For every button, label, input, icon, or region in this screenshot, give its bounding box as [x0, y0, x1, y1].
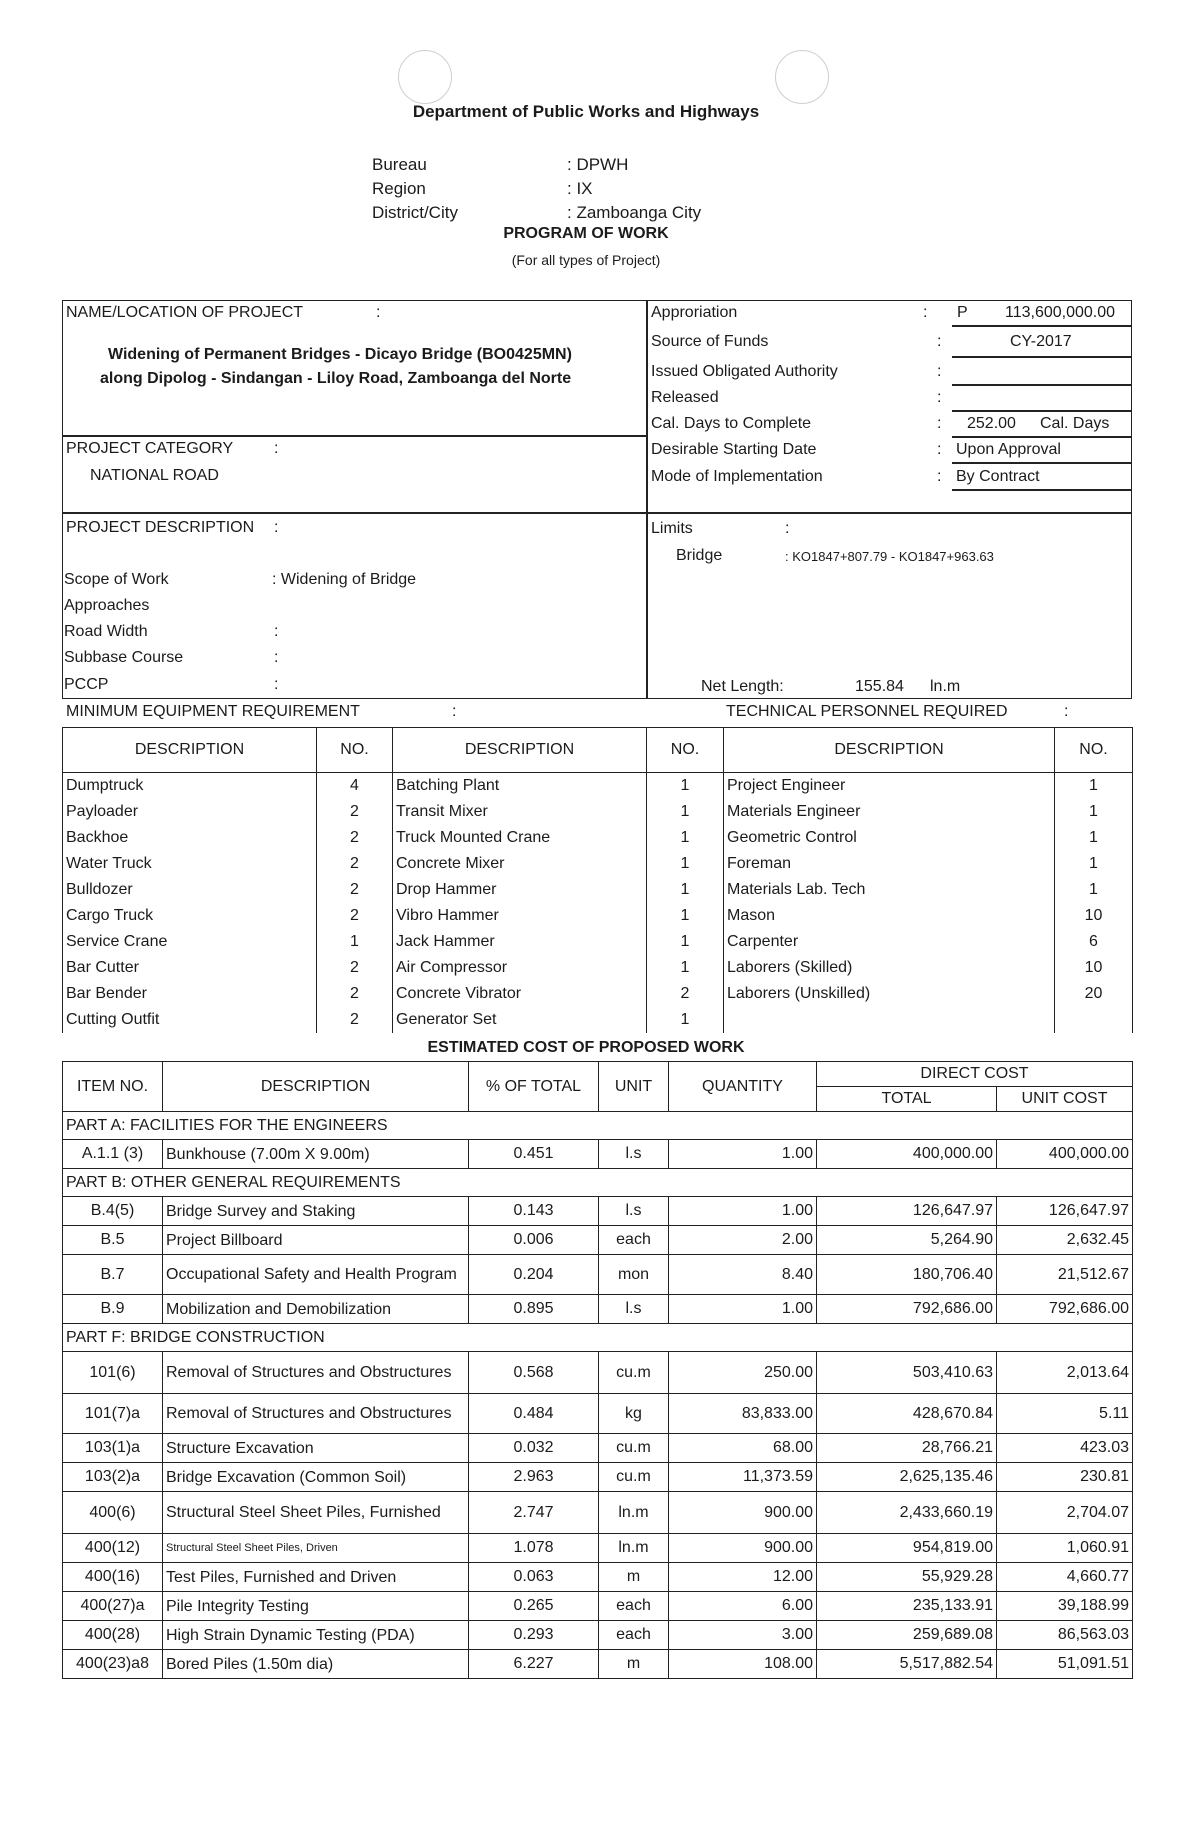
equipment-row [63, 773, 1133, 800]
cost-item-total: 5,264.90 [817, 1226, 997, 1255]
name-category-divider [62, 435, 646, 437]
released-underline [952, 410, 1132, 412]
equipment-count: 1 [647, 799, 724, 825]
equipment-description: Bar Cutter [63, 955, 317, 981]
personnel-colon: : [1064, 703, 1069, 720]
cost-item-quantity: 2.00 [669, 1226, 817, 1255]
limits-label: Limits [651, 520, 693, 537]
cost-item-unit-cost: 86,563.03 [997, 1621, 1133, 1650]
program-subtitle: (For all types of Project) [511, 252, 661, 268]
personnel-description: Geometric Control [724, 825, 1055, 851]
cost-item-total: 2,625,135.46 [817, 1463, 997, 1492]
cost-item-percent: 0.568 [469, 1352, 599, 1394]
cost-item-unit-cost: 2,013.64 [997, 1352, 1133, 1394]
category-label: PROJECT CATEGORY [66, 440, 234, 457]
cost-item-no: B.4(5) [63, 1197, 163, 1226]
cost-item-row [63, 1592, 1133, 1621]
personnel-count: 10 [1055, 955, 1133, 981]
category-value: NATIONAL ROAD [90, 467, 219, 484]
equipment-description: Cargo Truck [63, 903, 317, 929]
cost-item-quantity: 11,373.59 [669, 1463, 817, 1492]
cost-part-row [63, 1112, 1133, 1140]
cost-item-quantity: 12.00 [669, 1563, 817, 1592]
equipment-count: 1 [647, 851, 724, 877]
equipment-count: 1 [647, 929, 724, 955]
cost-item-total: 503,410.63 [817, 1352, 997, 1394]
cost-item-percent: 0.063 [469, 1563, 599, 1592]
personnel-description: Foreman [724, 851, 1055, 877]
bureau-value: : DPWH [567, 155, 629, 174]
equipment-description: Backhoe [63, 825, 317, 851]
equipment-row [63, 903, 1133, 929]
cost-item-percent: 0.293 [469, 1621, 599, 1650]
cost-item-percent: 1.078 [469, 1534, 599, 1563]
cost-item-unit-cost: 1,060.91 [997, 1534, 1133, 1563]
equipment-description: Generator Set [393, 1007, 647, 1033]
cost-item-percent: 0.006 [469, 1226, 599, 1255]
eq-col-no: NO. [647, 728, 724, 773]
appropriation-label: Approriation [651, 304, 738, 321]
cost-item-no: 400(6) [63, 1492, 163, 1534]
cost-item-percent: 0.265 [469, 1592, 599, 1621]
personnel-col-description: DESCRIPTION [724, 728, 1055, 773]
cost-item-row [63, 1563, 1133, 1592]
road-width-colon: : [274, 623, 279, 640]
cost-item-no: B.5 [63, 1226, 163, 1255]
equipment-description: Jack Hammer [393, 929, 647, 955]
appropriation-value: 113,600,000.00 [1005, 304, 1116, 321]
released-label: Released [651, 389, 719, 406]
cost-item-description: Bored Piles (1.50m dia) [163, 1650, 469, 1679]
personnel-count: 10 [1055, 903, 1133, 929]
cost-item-description: Bridge Survey and Staking [163, 1197, 469, 1226]
cost-item-total: 792,686.00 [817, 1295, 997, 1324]
cost-item-total: 28,766.21 [817, 1434, 997, 1463]
cost-item-row [63, 1352, 1133, 1394]
cost-item-unit: mon [599, 1255, 669, 1295]
equipment-description: Concrete Vibrator [393, 981, 647, 1007]
cost-item-description: Test Piles, Furnished and Driven [163, 1563, 469, 1592]
district-label: District/City [372, 203, 458, 222]
name-location-label: NAME/LOCATION OF PROJECT [66, 304, 304, 321]
equipment-description: Bar Bender [63, 981, 317, 1007]
equipment-count: 1 [647, 955, 724, 981]
cost-item-description: High Strain Dynamic Testing (PDA) [163, 1621, 469, 1650]
equipment-count: 1 [647, 903, 724, 929]
cost-item-row [63, 1140, 1133, 1169]
cost-item-total: 2,433,660.19 [817, 1492, 997, 1534]
equipment-count: 1 [317, 929, 393, 955]
personnel-count: 1 [1055, 799, 1133, 825]
cost-item-description: Mobilization and Demobilization [163, 1295, 469, 1324]
appropriation-colon: : [923, 304, 928, 321]
net-length-label: Net Length: [701, 678, 784, 695]
personnel-description: Materials Lab. Tech [724, 877, 1055, 903]
personnel-count: 1 [1055, 825, 1133, 851]
equipment-count: 1 [647, 877, 724, 903]
cost-item-unit: l.s [599, 1197, 669, 1226]
cost-col-percent: % OF TOTAL [469, 1062, 599, 1112]
personnel-col-no: NO. [1055, 728, 1133, 773]
cost-item-row [63, 1463, 1133, 1492]
equipment-count: 1 [647, 825, 724, 851]
cost-item-total: 428,670.84 [817, 1394, 997, 1434]
cost-item-quantity: 1.00 [669, 1197, 817, 1226]
mode-underline [952, 489, 1132, 491]
approaches-label: Approaches [64, 597, 150, 614]
source-label: Source of Funds [651, 333, 769, 350]
cost-item-description: Pile Integrity Testing [163, 1592, 469, 1621]
cost-item-description: Structural Steel Sheet Piles, Driven [163, 1534, 469, 1563]
days-label: Cal. Days to Complete [651, 415, 812, 432]
cost-col-unit: UNIT [599, 1062, 669, 1112]
cost-item-quantity: 3.00 [669, 1621, 817, 1650]
equipment-count: 2 [317, 955, 393, 981]
cost-item-description: Removal of Structures and Obstructures [163, 1394, 469, 1434]
cost-item-row [63, 1621, 1133, 1650]
peso-sign: P [957, 304, 968, 321]
cost-item-unit: m [599, 1650, 669, 1679]
cost-item-percent: 0.484 [469, 1394, 599, 1434]
cost-item-unit-cost: 21,512.67 [997, 1255, 1133, 1295]
cost-item-quantity: 83,833.00 [669, 1394, 817, 1434]
cost-item-no: 400(16) [63, 1563, 163, 1592]
cost-item-quantity: 8.40 [669, 1255, 817, 1295]
cost-part-row [63, 1324, 1133, 1352]
equipment-row [63, 929, 1133, 955]
start-value: Upon Approval [956, 441, 1061, 458]
equipment-count: 2 [317, 1007, 393, 1033]
department-title: Department of Public Works and Highways [412, 102, 760, 121]
cost-item-percent: 2.963 [469, 1463, 599, 1492]
cost-item-total: 259,689.08 [817, 1621, 997, 1650]
cost-part-row [63, 1169, 1133, 1197]
limits-colon: : [785, 520, 790, 537]
cost-item-no: 400(28) [63, 1621, 163, 1650]
bridge-limits-value: : KO1847+807.79 - KO1847+963.63 [785, 549, 994, 564]
personnel-count: 1 [1055, 851, 1133, 877]
pccp-label: PCCP [64, 676, 109, 693]
description-label: PROJECT DESCRIPTION [66, 519, 255, 536]
start-label: Desirable Starting Date [651, 441, 817, 458]
cost-col-item: ITEM NO. [63, 1062, 163, 1112]
equipment-description: Air Compressor [393, 955, 647, 981]
cost-item-row [63, 1534, 1133, 1563]
personnel-count: 1 [1055, 773, 1133, 800]
equipment-description: Water Truck [63, 851, 317, 877]
issued-label: Issued Obligated Authority [651, 363, 838, 380]
project-name-line2: along Dipolog - Sindangan - Liloy Road, Zamboanga del Norte [100, 370, 572, 387]
cost-item-percent: 6.227 [469, 1650, 599, 1679]
cost-item-row [63, 1197, 1133, 1226]
cost-item-total: 954,819.00 [817, 1534, 997, 1563]
cost-item-unit-cost: 423.03 [997, 1434, 1133, 1463]
personnel-description: Project Engineer [724, 773, 1055, 800]
cost-item-unit-cost: 4,660.77 [997, 1563, 1133, 1592]
days-colon: : [937, 415, 942, 432]
scope-value: : Widening of Bridge [272, 571, 417, 588]
cost-item-percent: 0.143 [469, 1197, 599, 1226]
equipment-count: 2 [647, 981, 724, 1007]
cost-item-no: 400(23)a8 [63, 1650, 163, 1679]
cost-item-row [63, 1295, 1133, 1324]
released-colon: : [937, 389, 942, 406]
cost-item-percent: 0.204 [469, 1255, 599, 1295]
cost-item-unit: each [599, 1592, 669, 1621]
cost-item-no: B.9 [63, 1295, 163, 1324]
personnel-count: 20 [1055, 981, 1133, 1007]
equipment-description: Batching Plant [393, 773, 647, 800]
days-underline [952, 436, 1132, 438]
equipment-colon: : [452, 703, 457, 720]
cost-item-total: 5,517,882.54 [817, 1650, 997, 1679]
cost-table [62, 1061, 1133, 1679]
net-length-unit: ln.m [930, 678, 961, 695]
start-underline [952, 462, 1132, 464]
cost-item-quantity: 68.00 [669, 1434, 817, 1463]
equipment-count: 1 [647, 773, 724, 800]
cost-item-no: 101(6) [63, 1352, 163, 1394]
equipment-count: 2 [317, 981, 393, 1007]
cost-item-unit: kg [599, 1394, 669, 1434]
category-colon: : [274, 440, 279, 457]
cost-col-quantity: QUANTITY [669, 1062, 817, 1112]
scope-label: Scope of Work [64, 571, 169, 588]
equipment-count: 2 [317, 877, 393, 903]
personnel-description: Materials Engineer [724, 799, 1055, 825]
cost-item-description: Bridge Excavation (Common Soil) [163, 1463, 469, 1492]
personnel-count: 1 [1055, 877, 1133, 903]
project-info-divider [646, 300, 648, 699]
issued-underline [952, 384, 1132, 386]
equipment-row [63, 955, 1133, 981]
cost-col-total: TOTAL [817, 1087, 997, 1112]
program-title: PROGRAM OF WORK [503, 225, 669, 242]
source-value: CY-2017 [1010, 333, 1072, 350]
cost-item-total: 180,706.40 [817, 1255, 997, 1295]
eq-col-description: DESCRIPTION [63, 728, 317, 773]
equipment-row [63, 877, 1133, 903]
cost-item-unit-cost: 230.81 [997, 1463, 1133, 1492]
eq-col-description: DESCRIPTION [393, 728, 647, 773]
mode-label: Mode of Implementation [651, 468, 823, 485]
cost-item-quantity: 250.00 [669, 1352, 817, 1394]
equipment-count: 2 [317, 903, 393, 929]
equipment-description: Cutting Outfit [63, 1007, 317, 1033]
category-description-divider [62, 512, 1132, 514]
project-name-line1: Widening of Permanent Bridges - Dicayo Bridge (BO0425MN) [108, 346, 572, 363]
personnel-description: Laborers (Unskilled) [724, 981, 1055, 1007]
cost-item-no: 103(2)a [63, 1463, 163, 1492]
punch-hole-left [398, 50, 452, 104]
cost-item-total: 400,000.00 [817, 1140, 997, 1169]
cost-item-unit: l.s [599, 1140, 669, 1169]
personnel-count [1055, 1007, 1133, 1033]
district-value: : Zamboanga City [567, 203, 702, 222]
cost-item-unit-cost: 2,704.07 [997, 1492, 1133, 1534]
cost-item-unit: cu.m [599, 1434, 669, 1463]
cost-item-unit: each [599, 1226, 669, 1255]
net-length-value: 155.84 [855, 678, 904, 695]
cost-item-unit-cost: 400,000.00 [997, 1140, 1133, 1169]
equipment-title: MINIMUM EQUIPMENT REQUIREMENT [66, 703, 360, 720]
personnel-description: Carpenter [724, 929, 1055, 955]
equipment-row [63, 1007, 1133, 1033]
cost-col-direct: DIRECT COST [817, 1062, 1133, 1087]
equipment-description: Dumptruck [63, 773, 317, 800]
personnel-title: TECHNICAL PERSONNEL REQUIRED [726, 703, 1008, 720]
cost-item-unit-cost: 792,686.00 [997, 1295, 1133, 1324]
cost-title: ESTIMATED COST OF PROPOSED WORK [427, 1039, 745, 1056]
personnel-description [724, 1007, 1055, 1033]
bridge-label: Bridge [676, 547, 723, 564]
cost-item-description: Project Billboard [163, 1226, 469, 1255]
equipment-description: Payloader [63, 799, 317, 825]
road-width-label: Road Width [64, 623, 148, 640]
equipment-description: Bulldozer [63, 877, 317, 903]
cost-item-unit: ln.m [599, 1534, 669, 1563]
cost-item-unit-cost: 2,632.45 [997, 1226, 1133, 1255]
cost-item-quantity: 900.00 [669, 1492, 817, 1534]
personnel-count: 6 [1055, 929, 1133, 955]
equipment-count: 2 [317, 825, 393, 851]
cost-item-unit-cost: 5.11 [997, 1394, 1133, 1434]
cost-item-no: A.1.1 (3) [63, 1140, 163, 1169]
cost-item-row [63, 1394, 1133, 1434]
cost-item-no: 101(7)a [63, 1394, 163, 1434]
subbase-colon: : [274, 649, 279, 666]
cost-item-no: 103(1)a [63, 1434, 163, 1463]
cost-item-no: 400(12) [63, 1534, 163, 1563]
cost-item-row [63, 1492, 1133, 1534]
name-location-colon: : [376, 304, 381, 321]
description-colon: : [274, 519, 279, 536]
cost-item-quantity: 6.00 [669, 1592, 817, 1621]
equipment-count: 1 [647, 1007, 724, 1033]
equipment-row [63, 799, 1133, 825]
cost-item-description: Occupational Safety and Health Program [163, 1255, 469, 1295]
equipment-row [63, 825, 1133, 851]
cost-item-description: Removal of Structures and Obstructures [163, 1352, 469, 1394]
cost-item-no: 400(27)a [63, 1592, 163, 1621]
cost-item-unit: ln.m [599, 1492, 669, 1534]
region-value: : IX [567, 179, 593, 198]
cost-item-row [63, 1255, 1133, 1295]
cost-item-quantity: 900.00 [669, 1534, 817, 1563]
cost-item-unit: l.s [599, 1295, 669, 1324]
mode-colon: : [937, 468, 942, 485]
cost-item-unit: cu.m [599, 1463, 669, 1492]
cost-item-total: 126,647.97 [817, 1197, 997, 1226]
equipment-description: Service Crane [63, 929, 317, 955]
cost-item-quantity: 108.00 [669, 1650, 817, 1679]
cost-item-total: 235,133.91 [817, 1592, 997, 1621]
bureau-label: Bureau [372, 155, 427, 174]
cost-item-percent: 0.895 [469, 1295, 599, 1324]
days-unit: Cal. Days [1040, 415, 1110, 432]
cost-item-unit-cost: 126,647.97 [997, 1197, 1133, 1226]
equipment-table [62, 727, 1133, 1033]
cost-col-unit-cost: UNIT COST [997, 1087, 1133, 1112]
cost-item-unit: cu.m [599, 1352, 669, 1394]
cost-part-title: PART A: FACILITIES FOR THE ENGINEERS [63, 1112, 1133, 1140]
cost-item-description: Bunkhouse (7.00m X 9.00m) [163, 1140, 469, 1169]
equipment-count: 2 [317, 851, 393, 877]
cost-part-title: PART B: OTHER GENERAL REQUIREMENTS [63, 1169, 1133, 1197]
cost-item-no: B.7 [63, 1255, 163, 1295]
appropriation-underline [952, 325, 1132, 327]
cost-item-row [63, 1650, 1133, 1679]
issued-colon: : [937, 363, 942, 380]
equipment-description: Transit Mixer [393, 799, 647, 825]
personnel-description: Laborers (Skilled) [724, 955, 1055, 981]
days-value: 252.00 [967, 415, 1016, 432]
source-colon: : [937, 333, 942, 350]
punch-hole-right [775, 50, 829, 104]
equipment-description: Drop Hammer [393, 877, 647, 903]
cost-item-percent: 2.747 [469, 1492, 599, 1534]
equipment-row [63, 981, 1133, 1007]
personnel-description: Mason [724, 903, 1055, 929]
cost-item-percent: 0.032 [469, 1434, 599, 1463]
cost-item-unit: m [599, 1563, 669, 1592]
eq-col-no: NO. [317, 728, 393, 773]
cost-item-quantity: 1.00 [669, 1295, 817, 1324]
cost-item-unit-cost: 39,188.99 [997, 1592, 1133, 1621]
cost-part-title: PART F: BRIDGE CONSTRUCTION [63, 1324, 1133, 1352]
cost-item-percent: 0.451 [469, 1140, 599, 1169]
cost-item-unit: each [599, 1621, 669, 1650]
equipment-count: 4 [317, 773, 393, 800]
source-underline [952, 356, 1132, 358]
cost-item-total: 55,929.28 [817, 1563, 997, 1592]
cost-col-description: DESCRIPTION [163, 1062, 469, 1112]
subbase-label: Subbase Course [64, 649, 184, 666]
cost-item-unit-cost: 51,091.51 [997, 1650, 1133, 1679]
cost-item-quantity: 1.00 [669, 1140, 817, 1169]
cost-item-row [63, 1434, 1133, 1463]
equipment-description: Truck Mounted Crane [393, 825, 647, 851]
pccp-colon: : [274, 676, 279, 693]
cost-item-description: Structure Excavation [163, 1434, 469, 1463]
cost-item-description: Structural Steel Sheet Piles, Furnished [163, 1492, 469, 1534]
equipment-description: Concrete Mixer [393, 851, 647, 877]
equipment-count: 2 [317, 799, 393, 825]
equipment-row [63, 851, 1133, 877]
equipment-description: Vibro Hammer [393, 903, 647, 929]
region-label: Region [372, 179, 426, 198]
mode-value: By Contract [956, 468, 1040, 485]
cost-item-row [63, 1226, 1133, 1255]
start-colon: : [937, 441, 942, 458]
